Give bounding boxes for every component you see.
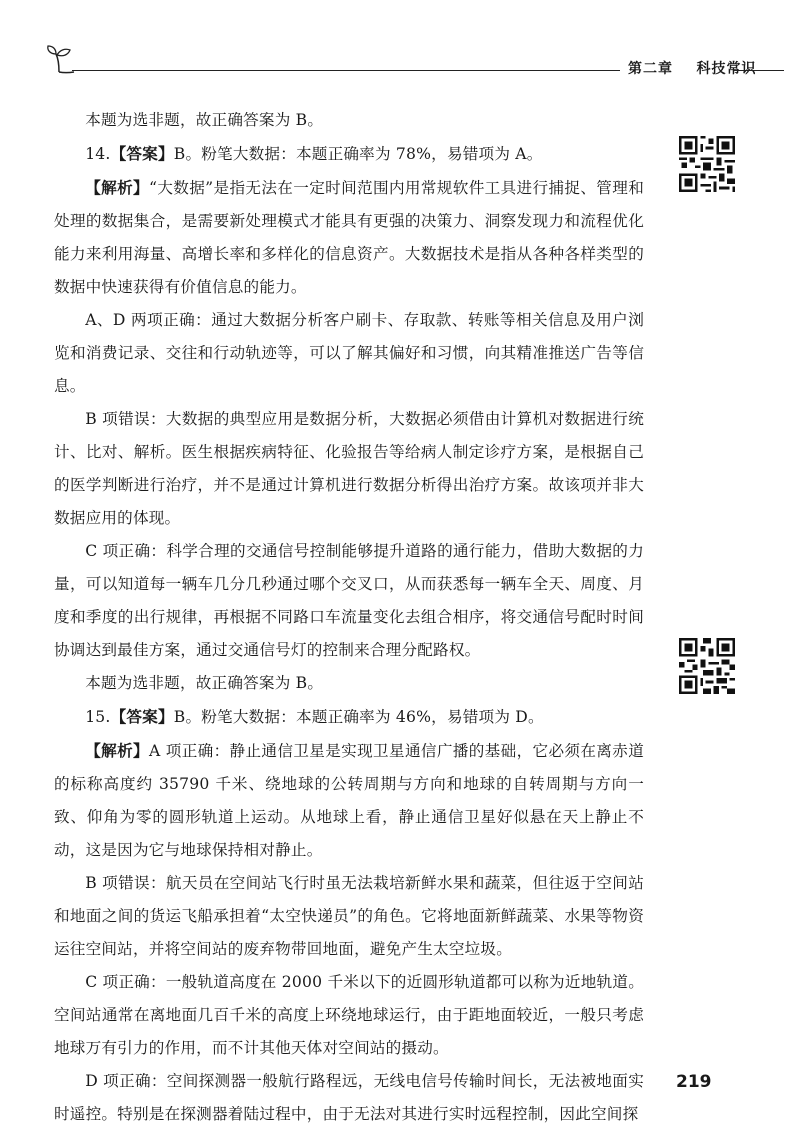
header-rule-right: [734, 70, 784, 71]
qr-code-icon[interactable]: [679, 136, 735, 192]
paragraph: B 项错误：大数据的典型应用是数据分析，大数据必须借由计算机对数据进行统计、比对、解析。医生根据疾病特征、化验报告等给病人制定诊疗方案，是根据自己的医学判断进行治疗，并不是通过计算机进行数据分析得出治疗方案。故该项并非大数据应用的体现。: [54, 410, 644, 527]
paragraph: B 项错误：航天员在空间站飞行时虽无法栽培新鲜水果和蔬菜，但往返于空间站和地面之间的货运飞船承担着“太空快递员”的角色。它将地面新鲜蔬菜、水果等物资运往空间站，并将空间站的废弃物带回地面，避免产生太空垃圾。: [54, 874, 644, 958]
question-number: 15.: [85, 708, 111, 726]
question-number: 14.: [85, 145, 111, 163]
analysis-paragraph: 【解析】“大数据”是指无法在一定时间范围内用常规软件工具进行捕捉、管理和处理的数据集合，是需要新处理模式才能具有更强的决策力、洞察发现力和流程优化能力来利用海量、高增长率和多样化的信息资产。大数据技术是指从各种各样类型的数据中快速获得有价值信息的能力。: [54, 178, 644, 296]
paragraph: C 项正确：科学合理的交通信号控制能够提升道路的通行能力，借助大数据的力量，可以知道每一辆车几分几秒通过哪个交叉口，从而获悉每一辆车全天、周度、月度和季度的出行规律，再根据不同路口车流量变化去组合相序，将交通信号配时时间协调达到最佳方案，通过交通信号灯的控制来合理分配路权。: [54, 542, 644, 659]
answer-paragraph: 15.【答案】B。粉笔大数据：本题正确率为 46%，易错项为 D。: [85, 707, 544, 726]
chapter-title: [628, 58, 757, 78]
qr-code-icon[interactable]: [679, 638, 735, 694]
paragraph: C 项正确：一般轨道高度在 2000 千米以下的近圆形轨道都可以称为近地轨道。空间站通常在离地面几百千米的高度上环绕地球运行，由于距地面较近，一般只考虑地球万有引力的作用，而不计其他天体对空间站的摄动。: [54, 973, 644, 1057]
answer-tag: 【答案】: [110, 707, 174, 726]
paragraph: D 项正确：空间探测器一般航行路程远，无线电信号传输时间长，无法被地面实时遥控。特别是在探测器着陆过程中，由于无法对其进行实时远程控制，因此空间探: [54, 1072, 644, 1123]
paragraph: 本题为选非题，故正确答案为 B。: [85, 674, 324, 692]
analysis-paragraph: 【解析】A 项正确：静止通信卫星是实现卫星通信广播的基础，它必须在离赤道的标称高度约 35790 千米、绕地球的公转周期与方向和地球的自转周期与方向一致、仰角为零的圆形轨道上运动。从地球上看，静止通信卫星好似悬在天上静止不动，这是因为它与地球保持相对静止。: [54, 741, 644, 859]
analysis-tag: 【解析】: [85, 178, 149, 197]
page-number: 219: [676, 1072, 712, 1092]
page-header: [44, 40, 784, 80]
paragraph: A、D 两项正确：通过大数据分析客户刷卡、存取款、转账等相关信息及用户浏览和消费记录、交往和行动轨迹等，可以了解其偏好和习惯，向其精准推送广告等信息。: [54, 311, 644, 395]
chapter-number: 第二章: [628, 61, 673, 77]
page-content: [54, 104, 644, 1131]
paragraph: 本题为选非题，故正确答案为 B。: [85, 111, 324, 129]
analysis-tag: 【解析】: [85, 741, 149, 760]
header-rule-left: [72, 70, 620, 71]
section-title: 科技常识: [696, 61, 757, 77]
answer-paragraph: 14.【答案】B。粉笔大数据：本题正确率为 78%，易错项为 A。: [85, 144, 543, 163]
answer-tag: 【答案】: [110, 144, 174, 163]
